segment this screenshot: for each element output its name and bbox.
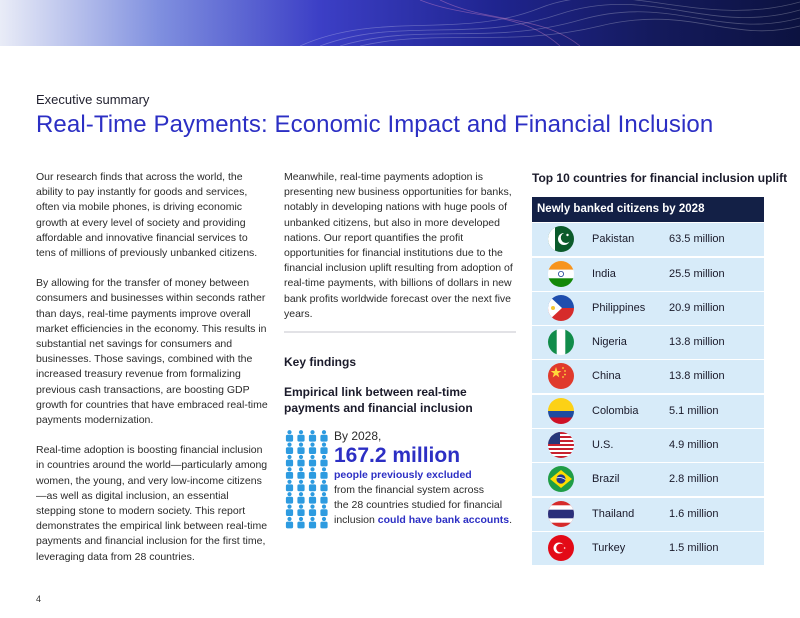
- stat-line: the 28 countries studied for financial: [334, 499, 503, 511]
- person-icon: [286, 505, 293, 517]
- table-row: [532, 326, 764, 359]
- country-value: 63.5 million: [669, 233, 725, 246]
- person-icon: [286, 492, 293, 504]
- stat-line: from the financial system across: [334, 484, 484, 496]
- table-row: [532, 258, 764, 291]
- table-body: [532, 223, 764, 565]
- person-icon: [286, 430, 293, 442]
- country-value: 1.6 million: [669, 507, 719, 520]
- country-value: 20.9 million: [669, 301, 725, 314]
- divider: [284, 331, 516, 333]
- person-icon: [320, 517, 327, 529]
- paragraph: By allowing for the transfer of money between consumers and businesses within seconds rather than days, real-time payments improve overall market efficiencies in the economy. This results in substantial net savings for consumers and businesses. Those savings, combined with the increased treasury revenue from formalizing previous cash transactions, are boosting GDP growth for countries that have embraced real-time payments modernization.: [36, 277, 268, 427]
- paragraph: Our research finds that across the world, the ability to pay instantly for goods and services, often via mobile phones, is driving economic growth at every level of society and providing affordable and innovative financial services to tens of millions of previously unbanked citizens.: [36, 171, 258, 260]
- table-row: [532, 223, 764, 256]
- table-row: [532, 395, 764, 428]
- pakistan-flag-icon: [548, 226, 574, 252]
- table-row: [532, 463, 764, 496]
- person-icon: [297, 505, 304, 517]
- table-row: [532, 429, 764, 462]
- person-icon: [286, 517, 293, 529]
- person-icon: [297, 430, 304, 442]
- country-value: 2.8 million: [669, 473, 719, 486]
- stat-value: 167.2 million: [334, 444, 461, 467]
- person-icon: [297, 517, 304, 529]
- countries-table: [532, 197, 764, 565]
- table-row: [532, 292, 764, 325]
- person-icon: [309, 480, 316, 492]
- people-grid: [284, 430, 330, 530]
- person-icon: [320, 467, 327, 479]
- person-icon: [286, 443, 293, 455]
- country-name: India: [592, 267, 616, 280]
- country-name: Philippines: [592, 301, 646, 314]
- key-findings-heading: Key findings: [284, 355, 357, 369]
- person-icon: [297, 443, 304, 455]
- usa-flag-icon: [548, 432, 574, 458]
- stat-text: inclusion: [334, 514, 378, 526]
- person-icon: [286, 467, 293, 479]
- paragraph: Meanwhile, real-time payments adoption is presenting new business opportunities for banks, notably in developing nations with huge pools of unbanked citizens, but also in more developed nations. Our report quantifies the profit opportunities for financial institutions due to the financial inclusion uplift resulting from adoption of real-time payments, with billions of dollars in new bank profits worldwide forecast over the next five years.: [284, 171, 513, 320]
- person-icon: [286, 480, 293, 492]
- paragraph: Real-time adoption is boosting financial inclusion in countries around the world—particularly among women, the young, and very low-income citizens—as well as digital inclusion, an essential stepping stone to modern society. This report demonstrates the empirical link between real-time payments and financial inclusion for the first time, leveraging data from 28 countries.: [36, 444, 268, 563]
- country-value: 13.8 million: [669, 336, 725, 349]
- table-row: [532, 360, 764, 393]
- person-icon: [320, 480, 327, 492]
- country-value: 25.5 million: [669, 267, 725, 280]
- colombia-flag-icon: [548, 398, 574, 424]
- country-name: Nigeria: [592, 336, 627, 349]
- table-header: Newly banked citizens by 2028: [532, 197, 764, 222]
- person-icon: [309, 517, 316, 529]
- india-flag-icon: [548, 261, 574, 287]
- brazil-flag-icon: [548, 466, 574, 492]
- middle-column: [284, 170, 516, 322]
- stat-text: .: [509, 514, 512, 526]
- stat-intro: By 2028,: [334, 429, 382, 443]
- country-name: Brazil: [592, 473, 620, 486]
- country-name: Turkey: [592, 541, 626, 554]
- country-value: 5.1 million: [669, 404, 719, 417]
- header-banner: [0, 0, 800, 46]
- person-icon: [320, 430, 327, 442]
- thailand-flag-icon: [548, 501, 574, 527]
- left-column: [36, 170, 268, 580]
- person-icon: [309, 492, 316, 504]
- philippines-flag-icon: [548, 295, 574, 321]
- nigeria-flag-icon: [548, 329, 574, 355]
- person-icon: [320, 505, 327, 517]
- stat-line: [334, 513, 524, 528]
- person-icon: [297, 492, 304, 504]
- page-number: 4: [36, 594, 42, 604]
- country-name: China: [592, 370, 621, 383]
- stat-excluded: people previously excluded: [334, 469, 472, 481]
- person-icon: [320, 443, 327, 455]
- person-icon: [320, 455, 327, 467]
- country-name: Colombia: [592, 404, 639, 417]
- section-label: Executive summary: [36, 92, 150, 107]
- person-icon: [309, 443, 316, 455]
- person-icon: [309, 455, 316, 467]
- country-value: 4.9 million: [669, 439, 719, 452]
- person-icon: [286, 455, 293, 467]
- findings-subtitle: Empirical link between real-time payments and financial inclusion: [284, 385, 473, 415]
- person-icon: [297, 467, 304, 479]
- country-name: U.S.: [592, 439, 614, 452]
- table-row: [532, 532, 764, 565]
- table-row: [532, 498, 764, 531]
- china-flag-icon: [548, 363, 574, 389]
- person-icon: [297, 455, 304, 467]
- stat-accent: could have bank accounts: [377, 514, 510, 526]
- person-icon: [309, 467, 316, 479]
- person-icon: [309, 430, 316, 442]
- stat-block: [334, 429, 524, 528]
- country-value: 13.8 million: [669, 370, 725, 383]
- person-icon: [297, 480, 304, 492]
- country-name: Pakistan: [592, 233, 635, 246]
- banner-wave-lines: [0, 0, 800, 46]
- turkey-flag-icon: [548, 535, 574, 561]
- country-name: Thailand: [592, 507, 635, 520]
- country-value: 1.5 million: [669, 541, 719, 554]
- person-icon: [320, 492, 327, 504]
- person-icon: [309, 505, 316, 517]
- table-title: Top 10 countries for financial inclusion uplift: [532, 171, 788, 185]
- page-title: Real-Time Payments: Economic Impact and Financial Inclusion: [36, 111, 714, 138]
